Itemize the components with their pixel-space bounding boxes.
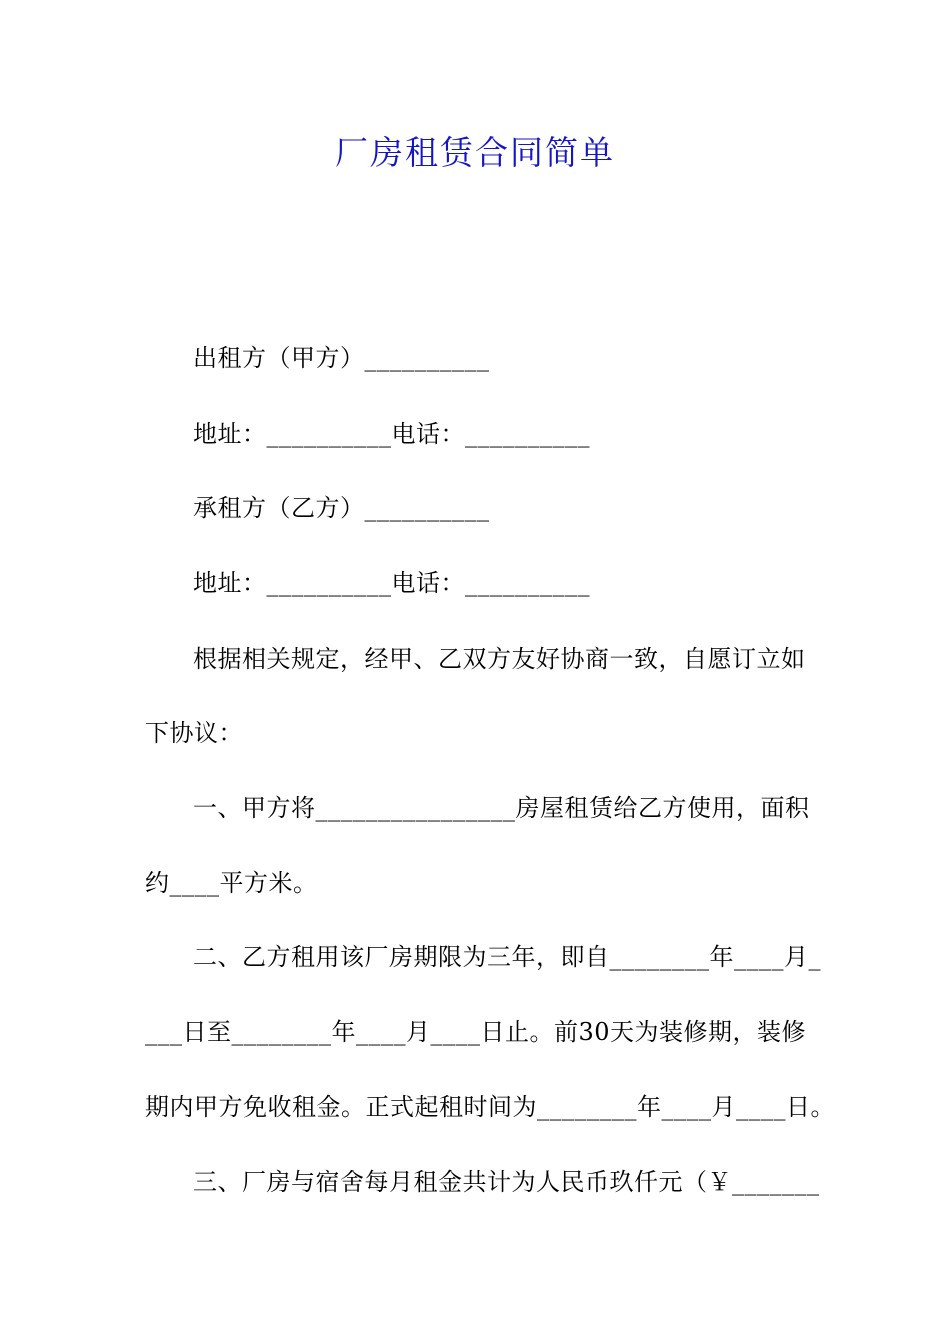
clause-2-line-2: ___日至________年____月____日止。前30天为装修期，装修: [145, 1018, 807, 1046]
clause-2-line-3: 期内甲方免收租金。正式起租时间为________年____月____日。: [145, 1093, 835, 1121]
preamble-line-2: 下协议：: [145, 719, 243, 747]
clause-3-line-1: 三、厂房与宿舍每月租金共计为人民币玖仟元（￥_______: [193, 1168, 820, 1196]
clause-2-line-1: 二、乙方租用该厂房期限为三年，即自________年____月_: [193, 943, 821, 971]
lessee-line: 承租方（乙方）__________: [193, 494, 490, 522]
clause-1-line-2: 约____平方米。: [145, 869, 318, 897]
preamble-line-1: 根据相关规定，经甲、乙双方友好协商一致，自愿订立如: [193, 645, 806, 673]
lessee-address-phone-line: 地址：__________电话：__________: [193, 569, 590, 597]
document-title: 厂房租赁合同简单: [335, 133, 615, 172]
lessor-line: 出租方（甲方）__________: [193, 344, 490, 372]
lessor-address-phone-line: 地址：__________电话：__________: [193, 420, 590, 448]
clause-1-line-1: 一、甲方将________________房屋租赁给乙方使用，面积: [193, 794, 810, 822]
